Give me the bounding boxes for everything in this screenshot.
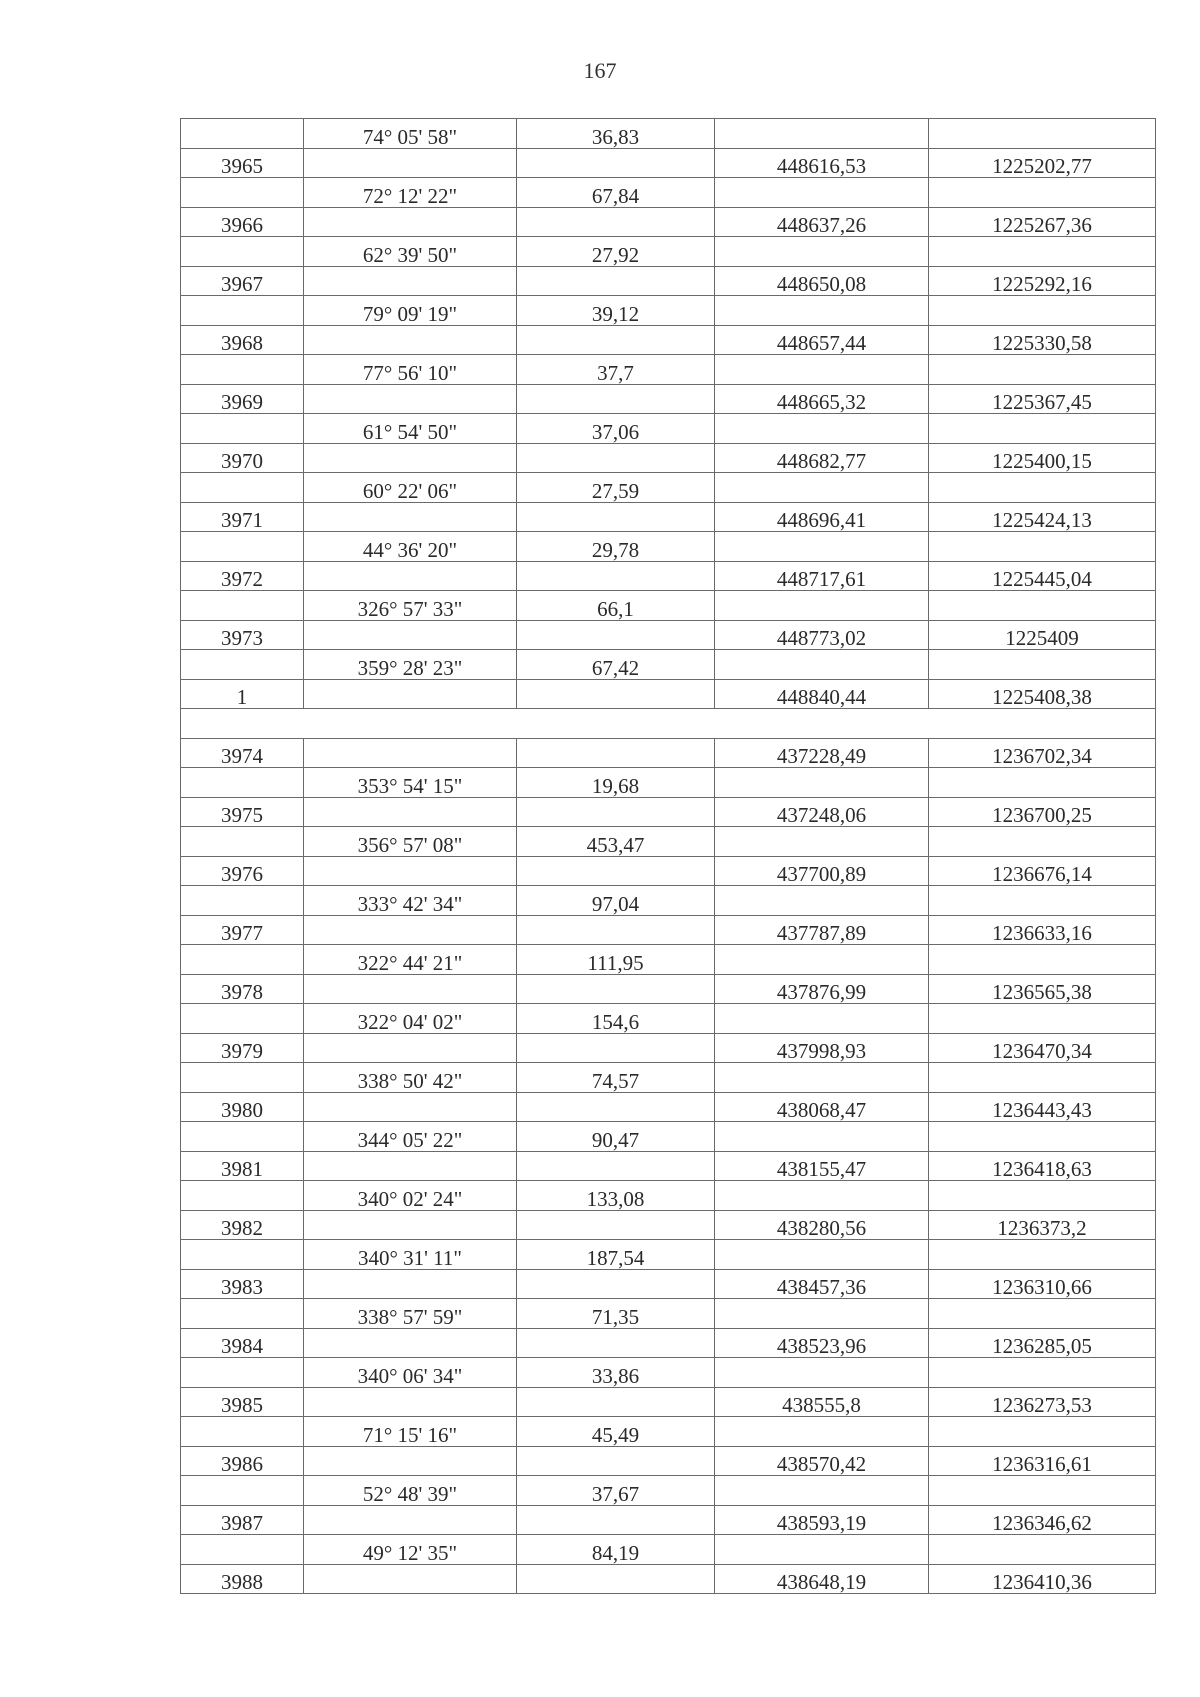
x-coordinate-cell	[715, 1535, 929, 1565]
y-coordinate-cell	[929, 945, 1156, 975]
x-coordinate-cell: 448637,26	[715, 207, 929, 237]
x-coordinate-cell: 448717,61	[715, 561, 929, 591]
table-row	[181, 768, 1156, 798]
table-row	[181, 1151, 1156, 1181]
y-coordinate-cell	[929, 473, 1156, 503]
point-cell	[181, 650, 304, 680]
point-cell: 3986	[181, 1446, 304, 1476]
coordinates-table-body	[181, 119, 1156, 1594]
table-row	[181, 1328, 1156, 1358]
angle-cell	[304, 1151, 517, 1181]
x-coordinate-cell: 438155,47	[715, 1151, 929, 1181]
point-cell: 1	[181, 679, 304, 709]
x-coordinate-cell	[715, 237, 929, 267]
length-cell	[517, 266, 715, 296]
table-row	[181, 1505, 1156, 1535]
length-cell	[517, 561, 715, 591]
point-cell	[181, 1004, 304, 1034]
x-coordinate-cell	[715, 1181, 929, 1211]
angle-cell	[304, 974, 517, 1004]
y-coordinate-cell	[929, 650, 1156, 680]
x-coordinate-cell	[715, 1299, 929, 1329]
angle-cell	[304, 561, 517, 591]
point-cell	[181, 1181, 304, 1211]
table-row	[181, 591, 1156, 621]
x-coordinate-cell: 438457,36	[715, 1269, 929, 1299]
angle-cell: 356° 57' 08"	[304, 827, 517, 857]
point-cell: 3967	[181, 266, 304, 296]
y-coordinate-cell	[929, 1299, 1156, 1329]
length-cell: 37,06	[517, 414, 715, 444]
x-coordinate-cell	[715, 1004, 929, 1034]
point-cell	[181, 355, 304, 385]
angle-cell	[304, 738, 517, 768]
angle-cell	[304, 620, 517, 650]
length-cell	[517, 384, 715, 414]
length-cell: 133,08	[517, 1181, 715, 1211]
y-coordinate-cell: 1225330,58	[929, 325, 1156, 355]
angle-cell: 340° 31' 11"	[304, 1240, 517, 1270]
angle-cell	[304, 679, 517, 709]
y-coordinate-cell: 1236346,62	[929, 1505, 1156, 1535]
table-row	[181, 620, 1156, 650]
y-coordinate-cell: 1225409	[929, 620, 1156, 650]
x-coordinate-cell	[715, 591, 929, 621]
length-cell	[517, 974, 715, 1004]
angle-cell: 77° 56' 10"	[304, 355, 517, 385]
table-row	[181, 237, 1156, 267]
length-cell	[517, 1269, 715, 1299]
x-coordinate-cell: 437787,89	[715, 915, 929, 945]
point-cell: 3975	[181, 797, 304, 827]
length-cell: 66,1	[517, 591, 715, 621]
table-row	[181, 1299, 1156, 1329]
table-row	[181, 325, 1156, 355]
length-cell	[517, 1210, 715, 1240]
table-row	[181, 207, 1156, 237]
angle-cell	[304, 443, 517, 473]
y-coordinate-cell: 1236273,53	[929, 1387, 1156, 1417]
point-cell	[181, 945, 304, 975]
table-row	[181, 532, 1156, 562]
x-coordinate-cell	[715, 119, 929, 149]
x-coordinate-cell: 448616,53	[715, 148, 929, 178]
length-cell	[517, 1151, 715, 1181]
point-cell	[181, 1063, 304, 1093]
y-coordinate-cell: 1236443,43	[929, 1092, 1156, 1122]
table-row	[181, 502, 1156, 532]
angle-cell	[304, 1269, 517, 1299]
length-cell: 111,95	[517, 945, 715, 975]
table-row	[181, 886, 1156, 916]
table-row	[181, 1181, 1156, 1211]
point-cell	[181, 1299, 304, 1329]
x-coordinate-cell: 448696,41	[715, 502, 929, 532]
x-coordinate-cell: 437876,99	[715, 974, 929, 1004]
point-cell: 3965	[181, 148, 304, 178]
length-cell: 29,78	[517, 532, 715, 562]
angle-cell: 344° 05' 22"	[304, 1122, 517, 1152]
length-cell: 37,67	[517, 1476, 715, 1506]
angle-cell	[304, 1328, 517, 1358]
y-coordinate-cell: 1236285,05	[929, 1328, 1156, 1358]
length-cell: 36,83	[517, 119, 715, 149]
point-cell	[181, 178, 304, 208]
length-cell: 90,47	[517, 1122, 715, 1152]
angle-cell: 333° 42' 34"	[304, 886, 517, 916]
table-row	[181, 1535, 1156, 1565]
angle-cell	[304, 1092, 517, 1122]
table-row	[181, 650, 1156, 680]
y-coordinate-cell	[929, 886, 1156, 916]
point-cell	[181, 237, 304, 267]
angle-cell: 340° 06' 34"	[304, 1358, 517, 1388]
length-cell: 97,04	[517, 886, 715, 916]
table-row	[181, 974, 1156, 1004]
y-coordinate-cell: 1236373,2	[929, 1210, 1156, 1240]
angle-cell	[304, 1033, 517, 1063]
length-cell	[517, 1328, 715, 1358]
x-coordinate-cell	[715, 650, 929, 680]
table-row	[181, 178, 1156, 208]
y-coordinate-cell	[929, 355, 1156, 385]
length-cell	[517, 1505, 715, 1535]
length-cell: 187,54	[517, 1240, 715, 1270]
table-row	[181, 1033, 1156, 1063]
length-cell	[517, 620, 715, 650]
length-cell	[517, 148, 715, 178]
angle-cell: 71° 15' 16"	[304, 1417, 517, 1447]
length-cell: 71,35	[517, 1299, 715, 1329]
angle-cell	[304, 797, 517, 827]
length-cell	[517, 679, 715, 709]
point-cell: 3984	[181, 1328, 304, 1358]
x-coordinate-cell: 438068,47	[715, 1092, 929, 1122]
x-coordinate-cell: 448840,44	[715, 679, 929, 709]
point-cell: 3966	[181, 207, 304, 237]
x-coordinate-cell: 437248,06	[715, 797, 929, 827]
length-cell	[517, 797, 715, 827]
angle-cell: 60° 22' 06"	[304, 473, 517, 503]
table-row	[181, 1004, 1156, 1034]
page-number: 167	[583, 58, 617, 83]
angle-cell: 326° 57' 33"	[304, 591, 517, 621]
length-cell	[517, 856, 715, 886]
length-cell: 74,57	[517, 1063, 715, 1093]
table-row	[181, 384, 1156, 414]
table-row	[181, 945, 1156, 975]
x-coordinate-cell	[715, 1476, 929, 1506]
length-cell: 154,6	[517, 1004, 715, 1034]
y-coordinate-cell: 1225424,13	[929, 502, 1156, 532]
length-cell: 27,92	[517, 237, 715, 267]
point-cell	[181, 1240, 304, 1270]
length-cell: 67,84	[517, 178, 715, 208]
x-coordinate-cell: 448650,08	[715, 266, 929, 296]
y-coordinate-cell	[929, 414, 1156, 444]
angle-cell: 322° 44' 21"	[304, 945, 517, 975]
length-cell: 67,42	[517, 650, 715, 680]
y-coordinate-cell	[929, 1181, 1156, 1211]
angle-cell	[304, 1387, 517, 1417]
angle-cell	[304, 856, 517, 886]
point-cell: 3976	[181, 856, 304, 886]
length-cell: 45,49	[517, 1417, 715, 1447]
y-coordinate-cell	[929, 1535, 1156, 1565]
y-coordinate-cell	[929, 1004, 1156, 1034]
y-coordinate-cell: 1236410,36	[929, 1564, 1156, 1594]
x-coordinate-cell	[715, 827, 929, 857]
x-coordinate-cell	[715, 945, 929, 975]
table-row	[181, 473, 1156, 503]
angle-cell: 72° 12' 22"	[304, 178, 517, 208]
y-coordinate-cell	[929, 827, 1156, 857]
length-cell	[517, 502, 715, 532]
y-coordinate-cell: 1225202,77	[929, 148, 1156, 178]
angle-cell	[304, 915, 517, 945]
point-cell	[181, 473, 304, 503]
angle-cell: 353° 54' 15"	[304, 768, 517, 798]
table-row	[181, 1269, 1156, 1299]
y-coordinate-cell: 1236316,61	[929, 1446, 1156, 1476]
table-row	[181, 414, 1156, 444]
x-coordinate-cell: 438523,96	[715, 1328, 929, 1358]
x-coordinate-cell: 448665,32	[715, 384, 929, 414]
point-cell: 3969	[181, 384, 304, 414]
x-coordinate-cell: 437228,49	[715, 738, 929, 768]
angle-cell: 44° 36' 20"	[304, 532, 517, 562]
angle-cell	[304, 502, 517, 532]
table-row	[181, 1092, 1156, 1122]
point-cell: 3982	[181, 1210, 304, 1240]
angle-cell: 62° 39' 50"	[304, 237, 517, 267]
angle-cell	[304, 1446, 517, 1476]
point-cell: 3979	[181, 1033, 304, 1063]
y-coordinate-cell	[929, 1240, 1156, 1270]
angle-cell	[304, 325, 517, 355]
angle-cell: 79° 09' 19"	[304, 296, 517, 326]
x-coordinate-cell: 448682,77	[715, 443, 929, 473]
length-cell: 33,86	[517, 1358, 715, 1388]
x-coordinate-cell	[715, 768, 929, 798]
point-cell	[181, 1358, 304, 1388]
y-coordinate-cell: 1225267,36	[929, 207, 1156, 237]
y-coordinate-cell	[929, 1063, 1156, 1093]
table-row	[181, 915, 1156, 945]
table-row	[181, 738, 1156, 768]
table-row	[181, 1063, 1156, 1093]
x-coordinate-cell	[715, 414, 929, 444]
length-cell: 37,7	[517, 355, 715, 385]
table-row	[181, 1358, 1156, 1388]
y-coordinate-cell	[929, 591, 1156, 621]
y-coordinate-cell: 1236418,63	[929, 1151, 1156, 1181]
point-cell: 3988	[181, 1564, 304, 1594]
table-row	[181, 561, 1156, 591]
y-coordinate-cell: 1225367,45	[929, 384, 1156, 414]
table-row	[181, 1210, 1156, 1240]
angle-cell	[304, 384, 517, 414]
y-coordinate-cell	[929, 1122, 1156, 1152]
point-cell: 3981	[181, 1151, 304, 1181]
length-cell	[517, 915, 715, 945]
x-coordinate-cell	[715, 1417, 929, 1447]
y-coordinate-cell	[929, 1417, 1156, 1447]
length-cell	[517, 207, 715, 237]
table-row	[181, 1387, 1156, 1417]
point-cell	[181, 532, 304, 562]
point-cell: 3974	[181, 738, 304, 768]
y-coordinate-cell: 1236470,34	[929, 1033, 1156, 1063]
x-coordinate-cell: 448657,44	[715, 325, 929, 355]
length-cell	[517, 1033, 715, 1063]
length-cell	[517, 1387, 715, 1417]
y-coordinate-cell: 1225400,15	[929, 443, 1156, 473]
y-coordinate-cell: 1236676,14	[929, 856, 1156, 886]
separator-cell	[181, 709, 1156, 739]
x-coordinate-cell: 438570,42	[715, 1446, 929, 1476]
y-coordinate-cell	[929, 296, 1156, 326]
x-coordinate-cell	[715, 1122, 929, 1152]
point-cell: 3983	[181, 1269, 304, 1299]
point-cell: 3977	[181, 915, 304, 945]
x-coordinate-cell: 438593,19	[715, 1505, 929, 1535]
y-coordinate-cell	[929, 178, 1156, 208]
point-cell: 3972	[181, 561, 304, 591]
y-coordinate-cell	[929, 1358, 1156, 1388]
point-cell: 3968	[181, 325, 304, 355]
table-row	[181, 827, 1156, 857]
point-cell: 3970	[181, 443, 304, 473]
length-cell: 19,68	[517, 768, 715, 798]
y-coordinate-cell: 1225408,38	[929, 679, 1156, 709]
x-coordinate-cell: 448773,02	[715, 620, 929, 650]
point-cell: 3987	[181, 1505, 304, 1535]
table-row	[181, 355, 1156, 385]
y-coordinate-cell: 1236700,25	[929, 797, 1156, 827]
point-cell	[181, 119, 304, 149]
angle-cell: 74° 05' 58"	[304, 119, 517, 149]
point-cell	[181, 414, 304, 444]
table-row	[181, 148, 1156, 178]
x-coordinate-cell	[715, 1240, 929, 1270]
table-row	[181, 856, 1156, 886]
x-coordinate-cell: 437998,93	[715, 1033, 929, 1063]
y-coordinate-cell	[929, 1476, 1156, 1506]
x-coordinate-cell: 438648,19	[715, 1564, 929, 1594]
table-row	[181, 797, 1156, 827]
length-cell	[517, 738, 715, 768]
table-row	[181, 679, 1156, 709]
table-row	[181, 1417, 1156, 1447]
table-row	[181, 119, 1156, 149]
point-cell	[181, 296, 304, 326]
table-separator-row	[181, 709, 1156, 739]
length-cell: 39,12	[517, 296, 715, 326]
point-cell: 3978	[181, 974, 304, 1004]
angle-cell	[304, 1505, 517, 1535]
y-coordinate-cell	[929, 119, 1156, 149]
table-row	[181, 443, 1156, 473]
y-coordinate-cell	[929, 768, 1156, 798]
x-coordinate-cell	[715, 532, 929, 562]
angle-cell: 338° 57' 59"	[304, 1299, 517, 1329]
length-cell	[517, 443, 715, 473]
x-coordinate-cell	[715, 1063, 929, 1093]
y-coordinate-cell	[929, 237, 1156, 267]
x-coordinate-cell	[715, 355, 929, 385]
angle-cell: 340° 02' 24"	[304, 1181, 517, 1211]
x-coordinate-cell	[715, 296, 929, 326]
y-coordinate-cell: 1236310,66	[929, 1269, 1156, 1299]
point-cell	[181, 591, 304, 621]
table-row	[181, 266, 1156, 296]
x-coordinate-cell: 438280,56	[715, 1210, 929, 1240]
point-cell: 3973	[181, 620, 304, 650]
angle-cell: 338° 50' 42"	[304, 1063, 517, 1093]
angle-cell: 49° 12' 35"	[304, 1535, 517, 1565]
length-cell	[517, 325, 715, 355]
point-cell: 3971	[181, 502, 304, 532]
table-row	[181, 296, 1156, 326]
table-row	[181, 1476, 1156, 1506]
angle-cell: 61° 54' 50"	[304, 414, 517, 444]
point-cell	[181, 827, 304, 857]
point-cell	[181, 1535, 304, 1565]
angle-cell: 322° 04' 02"	[304, 1004, 517, 1034]
table-row	[181, 1240, 1156, 1270]
y-coordinate-cell: 1225445,04	[929, 561, 1156, 591]
length-cell: 84,19	[517, 1535, 715, 1565]
angle-cell: 359° 28' 23"	[304, 650, 517, 680]
y-coordinate-cell: 1236633,16	[929, 915, 1156, 945]
x-coordinate-cell	[715, 1358, 929, 1388]
length-cell	[517, 1564, 715, 1594]
point-cell	[181, 1122, 304, 1152]
angle-cell: 52° 48' 39"	[304, 1476, 517, 1506]
table-row	[181, 1446, 1156, 1476]
length-cell: 453,47	[517, 827, 715, 857]
point-cell: 3980	[181, 1092, 304, 1122]
point-cell	[181, 1476, 304, 1506]
angle-cell	[304, 207, 517, 237]
point-cell	[181, 768, 304, 798]
length-cell	[517, 1446, 715, 1476]
x-coordinate-cell	[715, 886, 929, 916]
y-coordinate-cell: 1236702,34	[929, 738, 1156, 768]
y-coordinate-cell: 1236565,38	[929, 974, 1156, 1004]
x-coordinate-cell	[715, 178, 929, 208]
coordinates-table	[180, 118, 1156, 1594]
point-cell	[181, 886, 304, 916]
table-row	[181, 1122, 1156, 1152]
length-cell: 27,59	[517, 473, 715, 503]
table-row	[181, 1564, 1156, 1594]
angle-cell	[304, 1564, 517, 1594]
x-coordinate-cell	[715, 473, 929, 503]
x-coordinate-cell: 438555,8	[715, 1387, 929, 1417]
y-coordinate-cell: 1225292,16	[929, 266, 1156, 296]
point-cell: 3985	[181, 1387, 304, 1417]
point-cell	[181, 1417, 304, 1447]
length-cell	[517, 1092, 715, 1122]
angle-cell	[304, 266, 517, 296]
y-coordinate-cell	[929, 532, 1156, 562]
angle-cell	[304, 1210, 517, 1240]
x-coordinate-cell: 437700,89	[715, 856, 929, 886]
angle-cell	[304, 148, 517, 178]
